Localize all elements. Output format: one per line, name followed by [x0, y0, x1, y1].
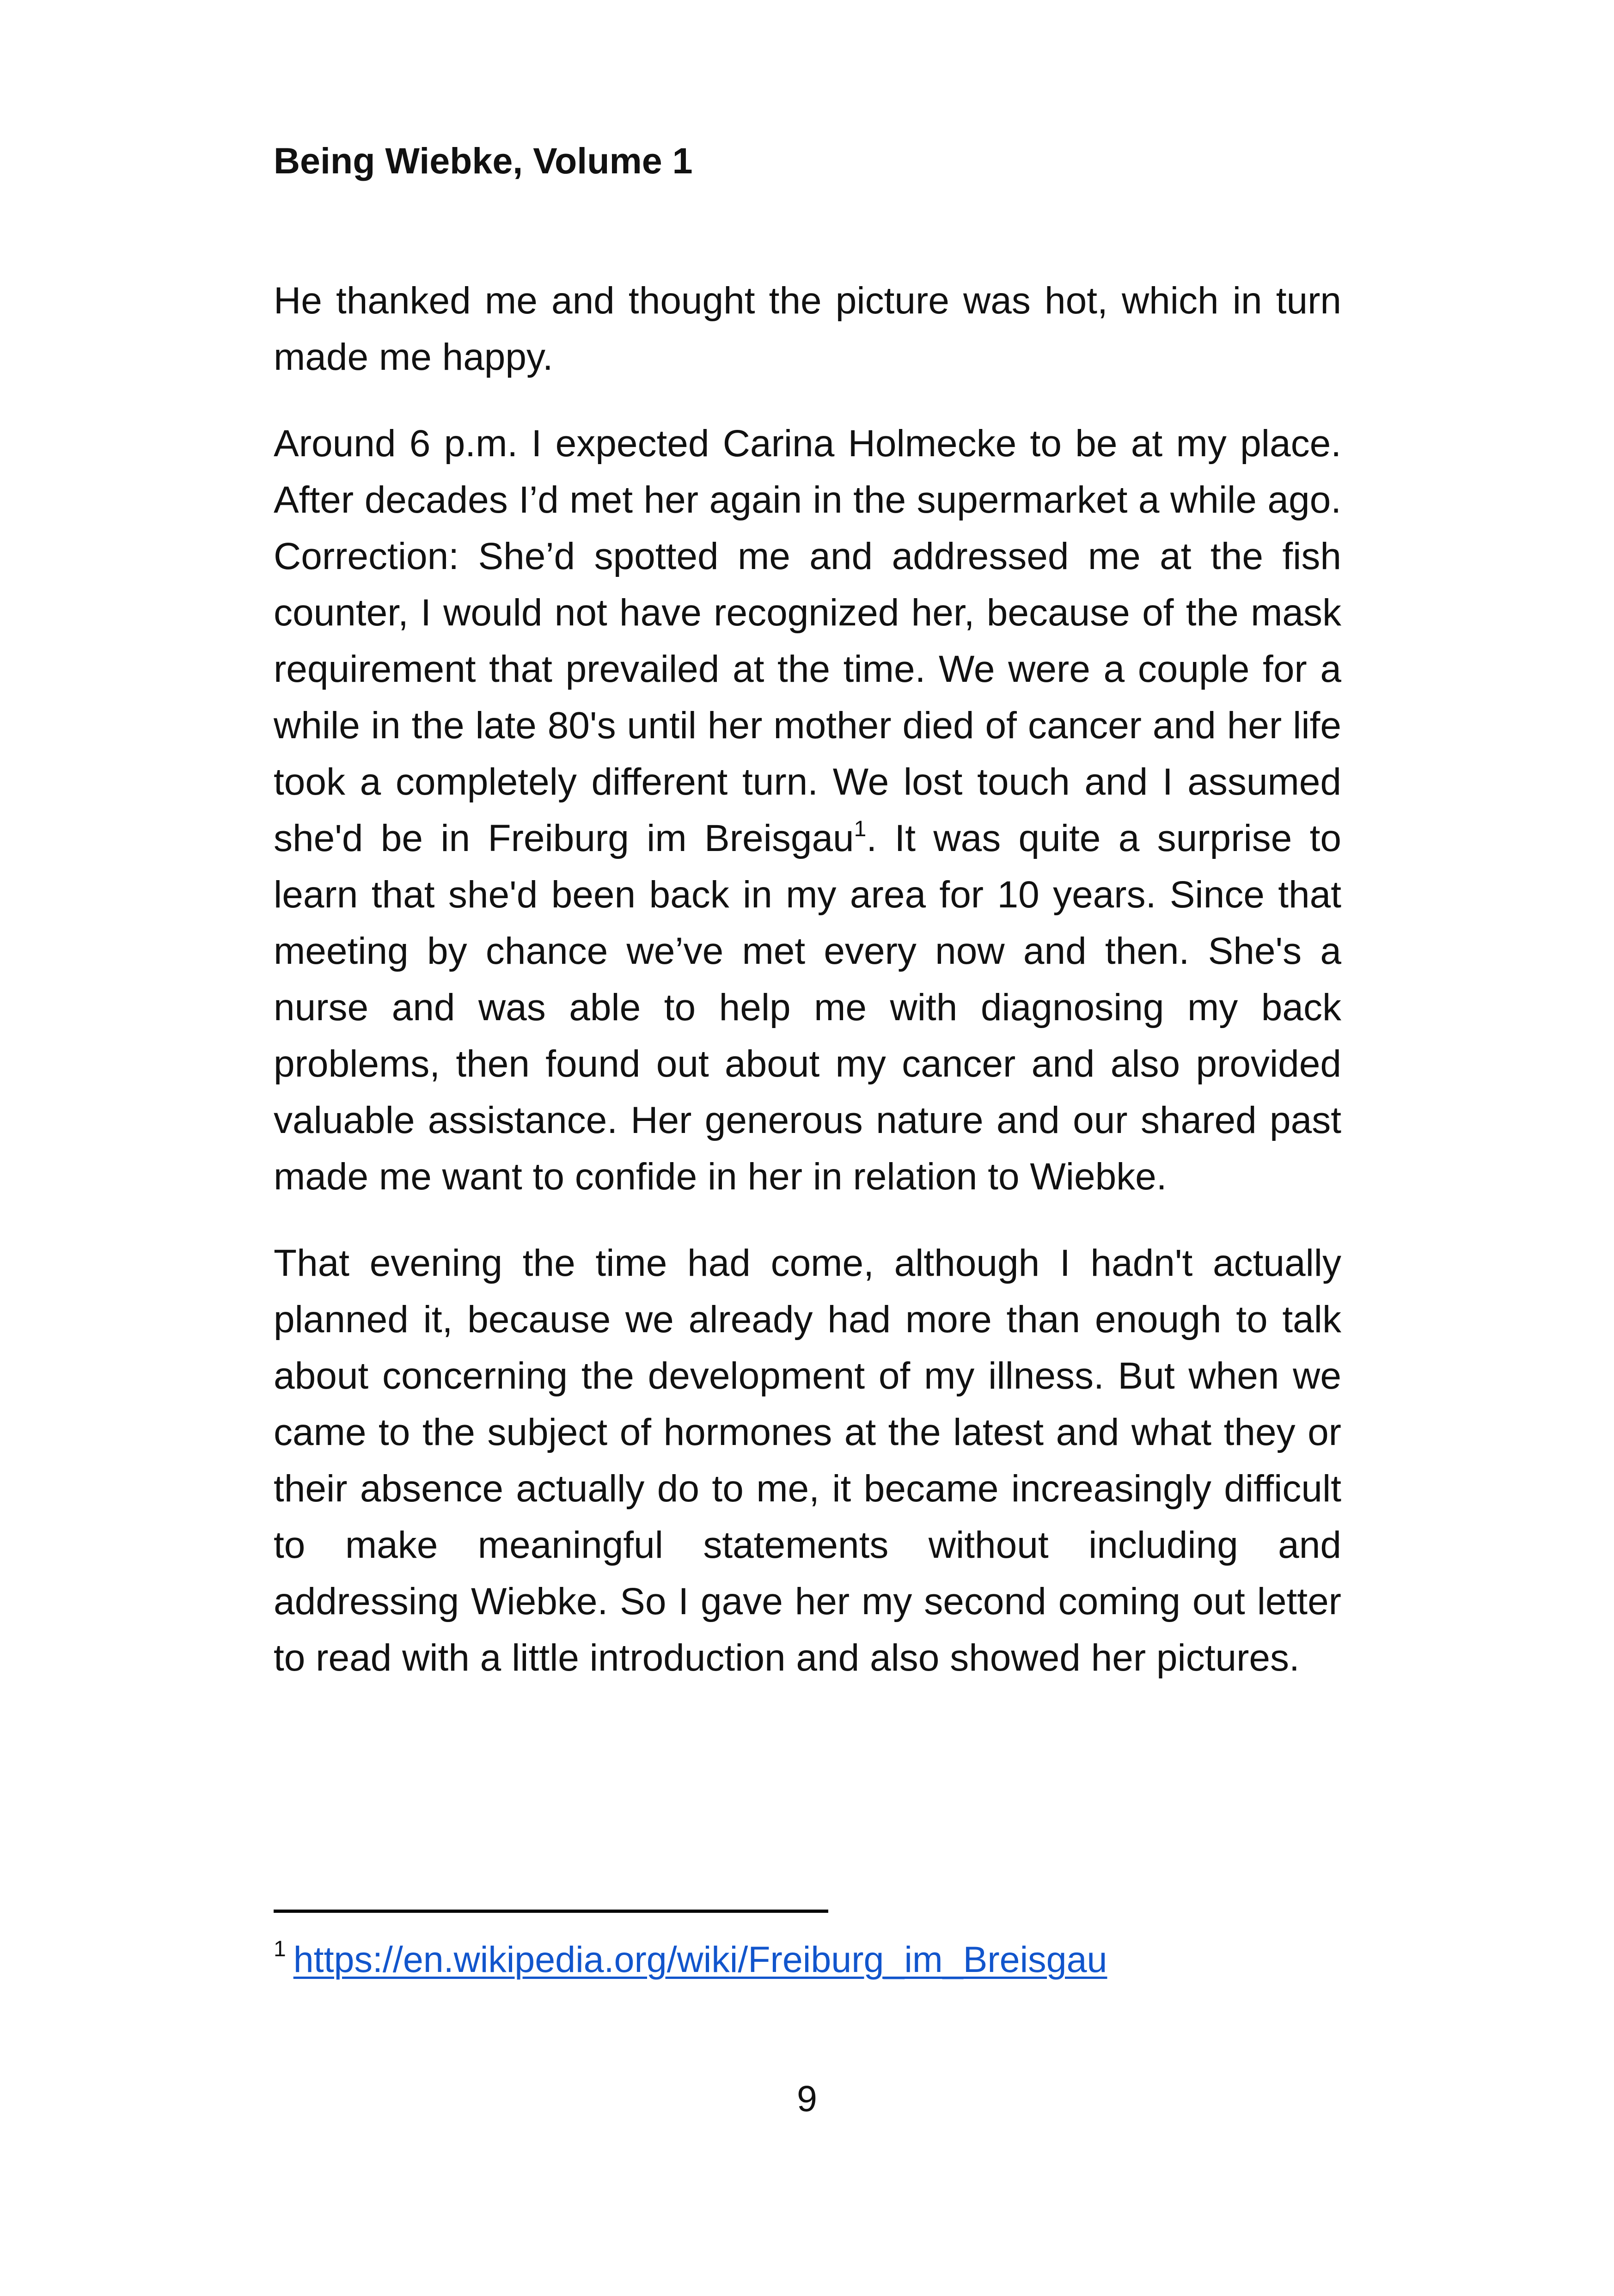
running-header-title: Being Wiebke, Volume 1 [274, 140, 693, 181]
footnote-link[interactable]: https://en.wikipedia.org/wiki/Freiburg_im_Breisgau [293, 1939, 1107, 1980]
paragraph-2 [274, 416, 1341, 1205]
footnote [274, 1937, 1107, 1980]
paragraph-1: He thanked me and thought the picture was hot, which in turn made me happy. [274, 280, 1341, 378]
footnote-mark: 1 [274, 1937, 286, 1961]
footnote-reference-mark: 1 [854, 817, 867, 841]
body-text [274, 273, 1341, 1686]
paragraph-3: That evening the time had come, although I hadn't actually planned it, because we already had more than enough to talk about concerning the development of my illness. But when we came to the subject of hormones at the latest and what they or their absence actually do to me, it became increasingly difficult to make meaningful statements without including and addressing Wiebke. So I gave her my second coming out letter to read with a little introduction and also showed her pictures. [274, 1242, 1341, 1679]
paragraph-2-text-part-2: . It was quite a surprise to learn that she'd been back in my area for 10 years. Since that meeting by chance we’ve met every now and then. She's a nurse and was able to help me with diagnosing my back problems, then found out about my cancer and also provided valuable assistance. Her generous nature and our shared past made me want to confide in her in relation to Wiebke. [274, 817, 1341, 1198]
page-number: 9 [797, 2078, 817, 2119]
footnote-separator [274, 1910, 828, 1913]
paragraph-2-text-part-1: Around 6 p.m. I expected Carina Holmecke to be at my place. After decades I’d met her again in the supermarket a while ago. Correction: She’d spotted me and addressed me at the fish counter, I would not have recognized her, because of the mask requirement that prevailed at the time. We were a couple for a while in the late 80's until her mother died of cancer and her life took a completely different turn. We lost touch and I assumed she'd be in Freiburg im Breisgau [274, 422, 1341, 859]
